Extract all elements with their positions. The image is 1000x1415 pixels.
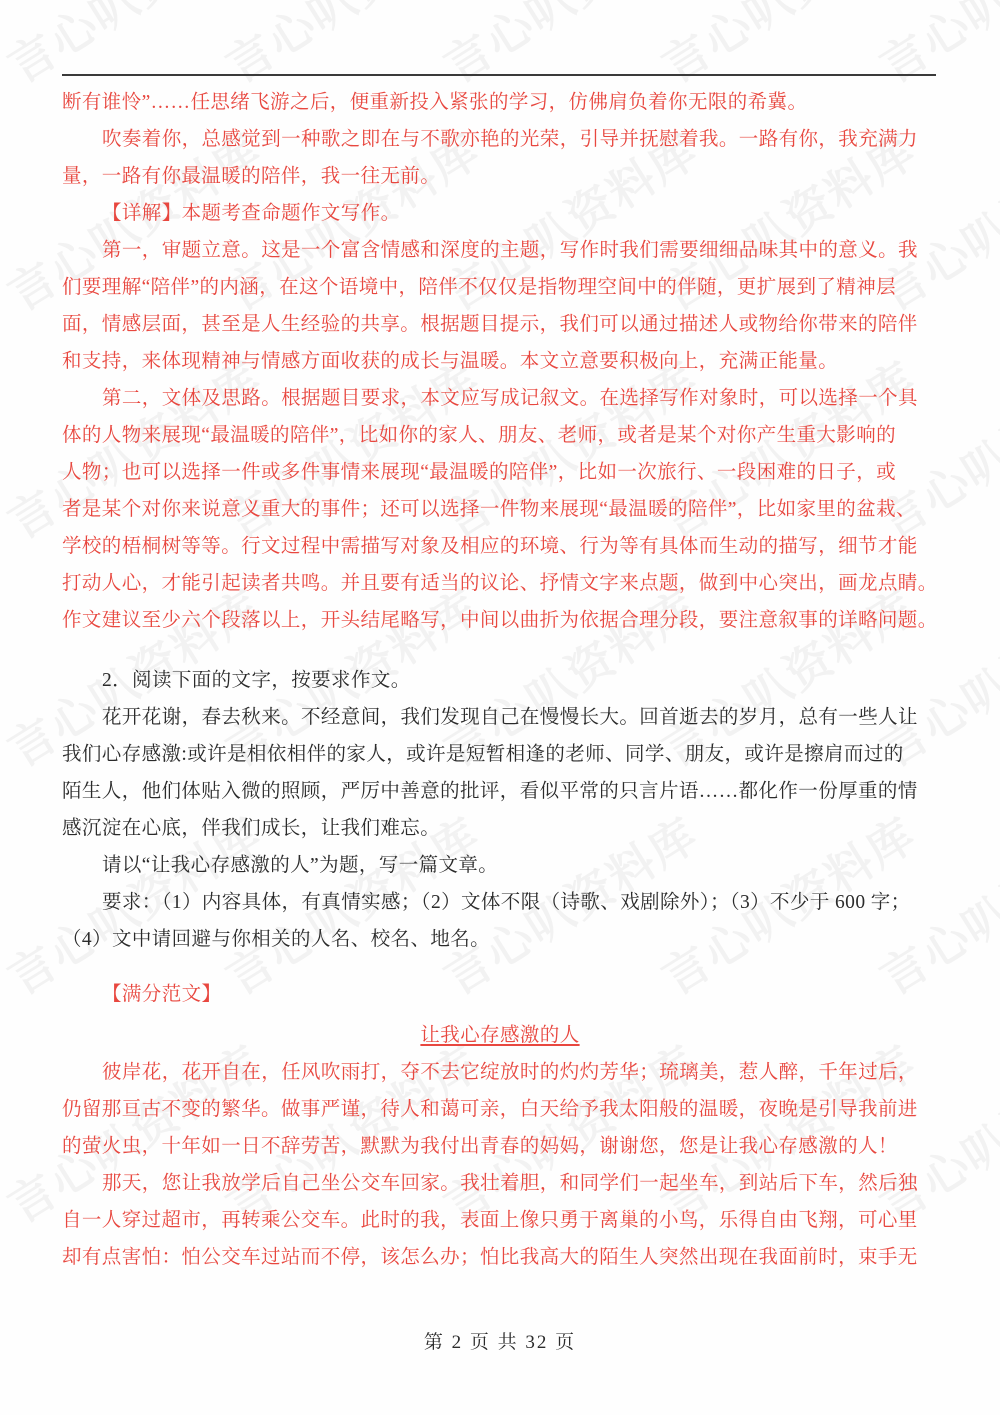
line-text: 仍留那亘古不变的繁华。做事严谨，待人和蔼可亲，白天给予我太阳般的温暖，夜晚是引导我前进	[62, 1099, 918, 1120]
document-line	[62, 976, 978, 1013]
document-line	[62, 736, 938, 773]
line-text: 要求：（1）内容具体，有真情实感；（2）文体不限（诗歌、戏剧除外）；（3）不少于 600 字；	[102, 892, 911, 913]
line-text: 花开花谢，春去秋来。不经意间，我们发现自己在慢慢长大。回首逝去的岁月，总有一些人让	[102, 707, 918, 728]
line-text: 面，情感层面，甚至是人生经验的共享。根据题目提示，我们可以通过描述人或物给你带来的陪伴	[62, 314, 918, 335]
line-text: 自一人穿过超市，再转乘公交车。此时的我，表面上像只勇于离巢的小鸟，乐得自由飞翔，可心里	[62, 1210, 918, 1231]
document-line	[62, 1128, 938, 1165]
line-text: 吹奏着你，总感觉到一种歌之即在与不歌亦艳的光荣，引导并抚慰着我。一路有你，我充满力	[102, 129, 918, 150]
line-text: 们要理解“陪伴”的内涵，在这个语境中，陪伴不仅仅是指物理空间中的伴随，更扩展到了精神层	[62, 277, 897, 298]
document-line	[62, 884, 978, 921]
document-line	[62, 528, 938, 565]
line-text: 体的人物来展现“最温暖的陪伴”，比如你的家人、朋友、老师，或者是某个对你产生重大影响的	[62, 425, 897, 446]
document-line	[62, 306, 938, 343]
document-line	[62, 1165, 978, 1202]
document-line	[62, 810, 938, 847]
document-line	[62, 380, 978, 417]
document-body	[62, 80, 938, 1330]
line-text: 人物；也可以选择一件或多件事情来展现“最温暖的陪伴”，比如一次旅行、一段困难的日子，或	[62, 462, 897, 483]
line-text: 【满分范文】	[102, 984, 222, 1005]
line-text: 第二，文体及思路。根据题目要求，本文应写成记叙文。在选择写作对象时，可以选择一个具	[102, 388, 918, 409]
line-text: 2．阅读下面的文字，按要求作文。	[102, 670, 411, 691]
line-text: 作文建议至少六个段落以上，开头结尾略写，中间以曲折为依据合理分段，要注意叙事的详略问题。	[62, 610, 938, 631]
line-text: 断有谁怜”……任思绪飞游之后，便重新投入紧张的学习，仿佛肩负着你无限的希冀。	[62, 92, 808, 113]
document-line	[62, 847, 978, 884]
line-text: 彼岸花，花开自在，任风吹雨打，夺不去它绽放时的灼灼芳华；琉璃美，惹人醉，千年过后，	[102, 1062, 918, 1083]
header-rule	[62, 74, 936, 76]
line-text: 量，一路有你最温暖的陪伴，我一往无前。	[62, 166, 441, 187]
document-line	[62, 158, 938, 195]
document-line	[62, 417, 938, 454]
document-line	[62, 1239, 938, 1276]
line-text: 感沉淀在心底，伴我们成长，让我们难忘。	[62, 818, 441, 839]
document-line	[62, 699, 978, 736]
line-text: 打动人心，才能引起读者共鸣。并且要有适当的议论、抒情文字来点题，做到中心突出，画龙点睛。	[62, 573, 938, 594]
document-line	[62, 602, 938, 639]
line-text: 学校的梧桐树等等。行文过程中需描写对象及相应的环境、行为等有具体而生动的描写，细节才能	[62, 536, 918, 557]
document-line	[62, 662, 978, 699]
line-text: 陌生人，他们体贴入微的照顾，严厉中善意的批评，看似平常的只言片语……都化作一份厚重的情	[62, 781, 918, 802]
document-line	[62, 84, 938, 121]
line-text: 却有点害怕：怕公交车过站而不停，该怎么办；怕比我高大的陌生人突然出现在我面前时，束手无	[62, 1247, 918, 1268]
document-line: 让我心存感激的人	[420, 1025, 580, 1046]
document-line	[62, 1091, 938, 1128]
line-text: 和支持，来体现精神与情感方面收获的成长与温暖。本文立意要积极向上，充满正能量。	[62, 351, 839, 372]
document-line	[62, 195, 978, 232]
document-line	[62, 491, 938, 528]
line-text: 者是某个对你来说意义重大的事件；还可以选择一件物来展现“最温暖的陪伴”，比如家里的盆栽、	[62, 499, 916, 520]
line-text: 第一，审题立意。这是一个富含情感和深度的主题，写作时我们需要细细品味其中的意义。我	[102, 240, 918, 261]
document-line	[62, 269, 938, 306]
line-text: 请以“让我心存感激的人”为题，写一篇文章。	[102, 855, 499, 876]
document-line	[62, 565, 938, 602]
document-line	[62, 1202, 938, 1239]
line-text: （4）文中请回避与你相关的人名、校名、地名。	[62, 929, 491, 950]
document-line	[62, 343, 938, 380]
document-line	[62, 773, 938, 810]
line-text: 的萤火虫，十年如一日不辞劳苦，默默为我付出青春的妈妈，谢谢您，您是让我心存感激的人！	[62, 1136, 898, 1157]
document-line	[62, 121, 978, 158]
document-line	[62, 232, 978, 269]
line-text: 那天，您让我放学后自己坐公交车回家。我壮着胆，和同学们一起坐车，到站后下车，然后独	[102, 1173, 918, 1194]
line-text: 【详解】本题考查命题作文写作。	[102, 203, 401, 224]
document-line	[62, 454, 938, 491]
line-text: 我们心存感激:或许是相依相伴的家人，或许是短暂相逢的老师、同学、朋友，或许是擦肩而过的	[62, 744, 904, 765]
document-line	[62, 1054, 978, 1091]
page-footer: 第 2 页 共 32 页	[423, 1332, 577, 1353]
document-line	[62, 921, 938, 958]
